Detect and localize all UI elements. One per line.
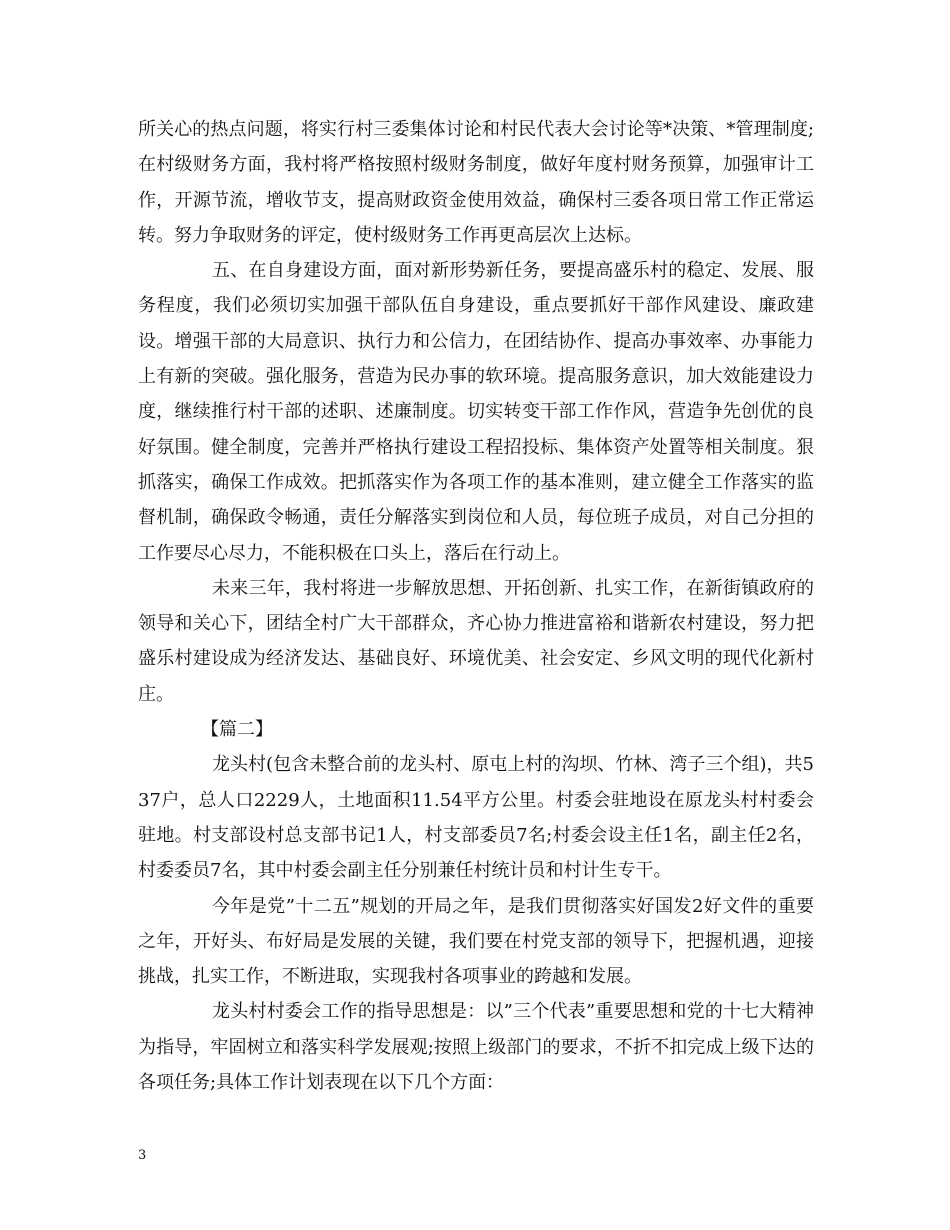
paragraph-village-overview: 龙头村(包含未整合前的龙头村、原屯上村的沟坝、竹林、湾子三个组)，共537户，总人口2229人，土地面积11.54平方公里。村委会驻地设在原龙头村村委会驻地。村支部设村总支部书记1人，村支部委员7名;村委会设主任1名，副主任2名，村委委员7名，其中村委会副主任分别兼任村统计员和村计生专干。 xyxy=(138,754,814,882)
paragraph-self-construction: 五、在自身建设方面，面对新形势新任务，要提高盛乐村的稳定、发展、服务程度，我们必须切实加强干部队伍自身建设，重点要抓好干部作风建设、廉政建设。增强干部的大局意识、执行力和公信力，在团结协作、提高办事效率、办事能力上有新的突破。强化服务，营造为民办事的软环境。提高服务意识，加大效能建设力度，继续推行村干部的述职、述廉制度。切实转变干部工作作风，营造争先创优的良好氛围。健全制度，完善并严格执行建设工程招投标、集体资产处置等相关制度。狠抓落实，确保工作成效。把抓落实作为各项工作的基本准则，建立健全工作落实的监督机制，确保政令畅通，责任分解落实到岗位和人员，每位班子成员，对自己分担的工作要尽心尽力，不能积极在口头上，落后在行动上。 xyxy=(138,260,814,564)
paragraph-five-year-plan: 今年是党”十二五”规划的开局之年，是我们贯彻落实好国发2好文件的重要之年，开好头、布好局是发展的关键，我们要在村党支部的领导下，把握机遇，迎接挑战，扎实工作，不断进取，实现我村各项事业的跨越和发展。 xyxy=(138,895,814,988)
paragraph-future-three-years: 未来三年，我村将进一步解放思想、开拓创新、扎实工作，在新街镇政府的领导和关心下，团结全村广大干部群众，齐心协力推进富裕和谐新农村建设，努力把盛乐村建设成为经济发达、基础良好、环境优美、社会安定、乡风文明的现代化新村庄。 xyxy=(138,577,814,705)
paragraph-guiding-ideology: 龙头村村委会工作的指导思想是：以”三个代表”重要思想和党的十七大精神为指导，牢固树立和落实科学发展观;按照上级部门的要求，不折不扣完成上级下达的各项任务;具体工作计划表现在以下几个方面： xyxy=(138,1001,814,1094)
page-number: 3 xyxy=(138,1148,147,1163)
document-body xyxy=(138,112,814,1100)
section-heading: 【篇二】 xyxy=(201,719,273,741)
paragraph-finance-continuation: 所关心的热点问题，将实行村三委集体讨论和村民代表大会讨论等*决策、*管理制度;在村级财务方面，我村将严格按照村级财务制度，做好年度村财务预算，加强审计工作，开源节流，增收节支，提高财政资金使用效益，确保村三委各项日常工作正常运转。努力争取财务的评定，使村级财务工作再更高层次上达标。 xyxy=(138,119,814,246)
